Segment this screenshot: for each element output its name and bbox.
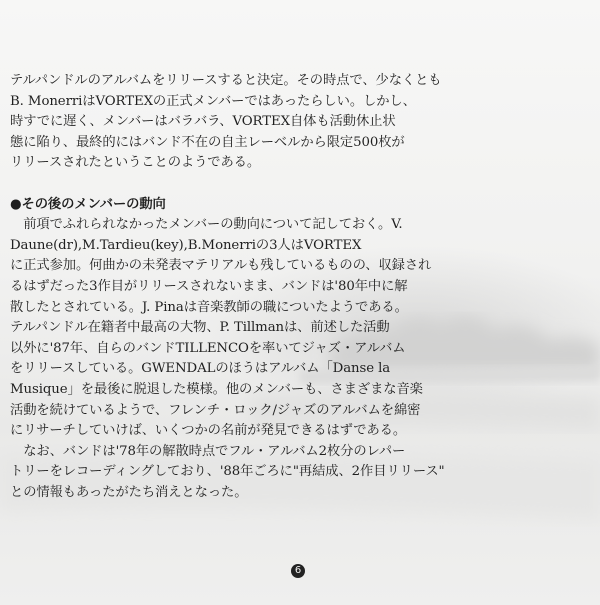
body-line: をリリースしている。GWENDALのほうはアルバム「Danse la bbox=[10, 361, 391, 377]
body-line: 活動を続けているようで、フレンチ・ロック/ジャズのアルバムを綿密 bbox=[10, 402, 421, 418]
section-heading: ●その後のメンバーの動向 bbox=[10, 196, 166, 212]
body-line: 前項でふれられなかったメンバーの動向について記しておく。V. bbox=[10, 217, 403, 233]
body-line: B. MonerriはVORTEXの正式メンバーではあったらしい。しかし、 bbox=[10, 93, 416, 109]
body-line: 散したとされている。J. Pinaは音楽教師の職についたようである。 bbox=[10, 299, 408, 315]
body-line: 時すでに遅く、メンバーはバラバラ、VORTEX自体も活動休止状 bbox=[10, 114, 396, 130]
body-line: テルパンドルのアルバムをリリースすると決定。その時点で、少なくとも bbox=[10, 73, 442, 88]
body-line: 以外に'87年、自らのバンドTILLENCOを率いてジャズ・アルバム bbox=[10, 340, 406, 356]
body-line: Musique」を最後に脱退した模様。他のメンバーも、さまざまな音楽 bbox=[10, 381, 423, 397]
page-number: 6 bbox=[291, 564, 305, 578]
body-line: テルパンドル在籍者中最高の大物、P. Tillmanは、前述した活動 bbox=[10, 320, 390, 336]
article-text bbox=[10, 71, 445, 503]
body-line: Daune(dr),M.Tardieu(key),B.Monerriの3人はVORTEX bbox=[10, 237, 362, 253]
body-line: リリースされたということのようである。 bbox=[10, 155, 261, 171]
body-line: なお、バンドは'78年の解散時点でフル・アルバム2枚分のレパー bbox=[10, 443, 406, 459]
paragraph-gap bbox=[10, 174, 375, 195]
body-line: との情報もあったがたち消えとなった。 bbox=[10, 484, 248, 500]
body-line: に正式参加。何曲かの未発表マテリアルも残しているものの、収録され bbox=[10, 258, 432, 274]
body-line: るはずだった3作目がリリースされないまま、バンドは'80年中に解 bbox=[10, 278, 408, 294]
body-line: 態に陥り、最終的にはバンド不在の自主レーベルから限定500枚が bbox=[10, 134, 405, 150]
body-line: にリサーチしていけば、いくつかの名前が発見できるはずである。 bbox=[10, 423, 407, 439]
body-line: トリーをレコーディングしており、'88年ごろに"再結成、2作目リリース" bbox=[10, 464, 445, 480]
